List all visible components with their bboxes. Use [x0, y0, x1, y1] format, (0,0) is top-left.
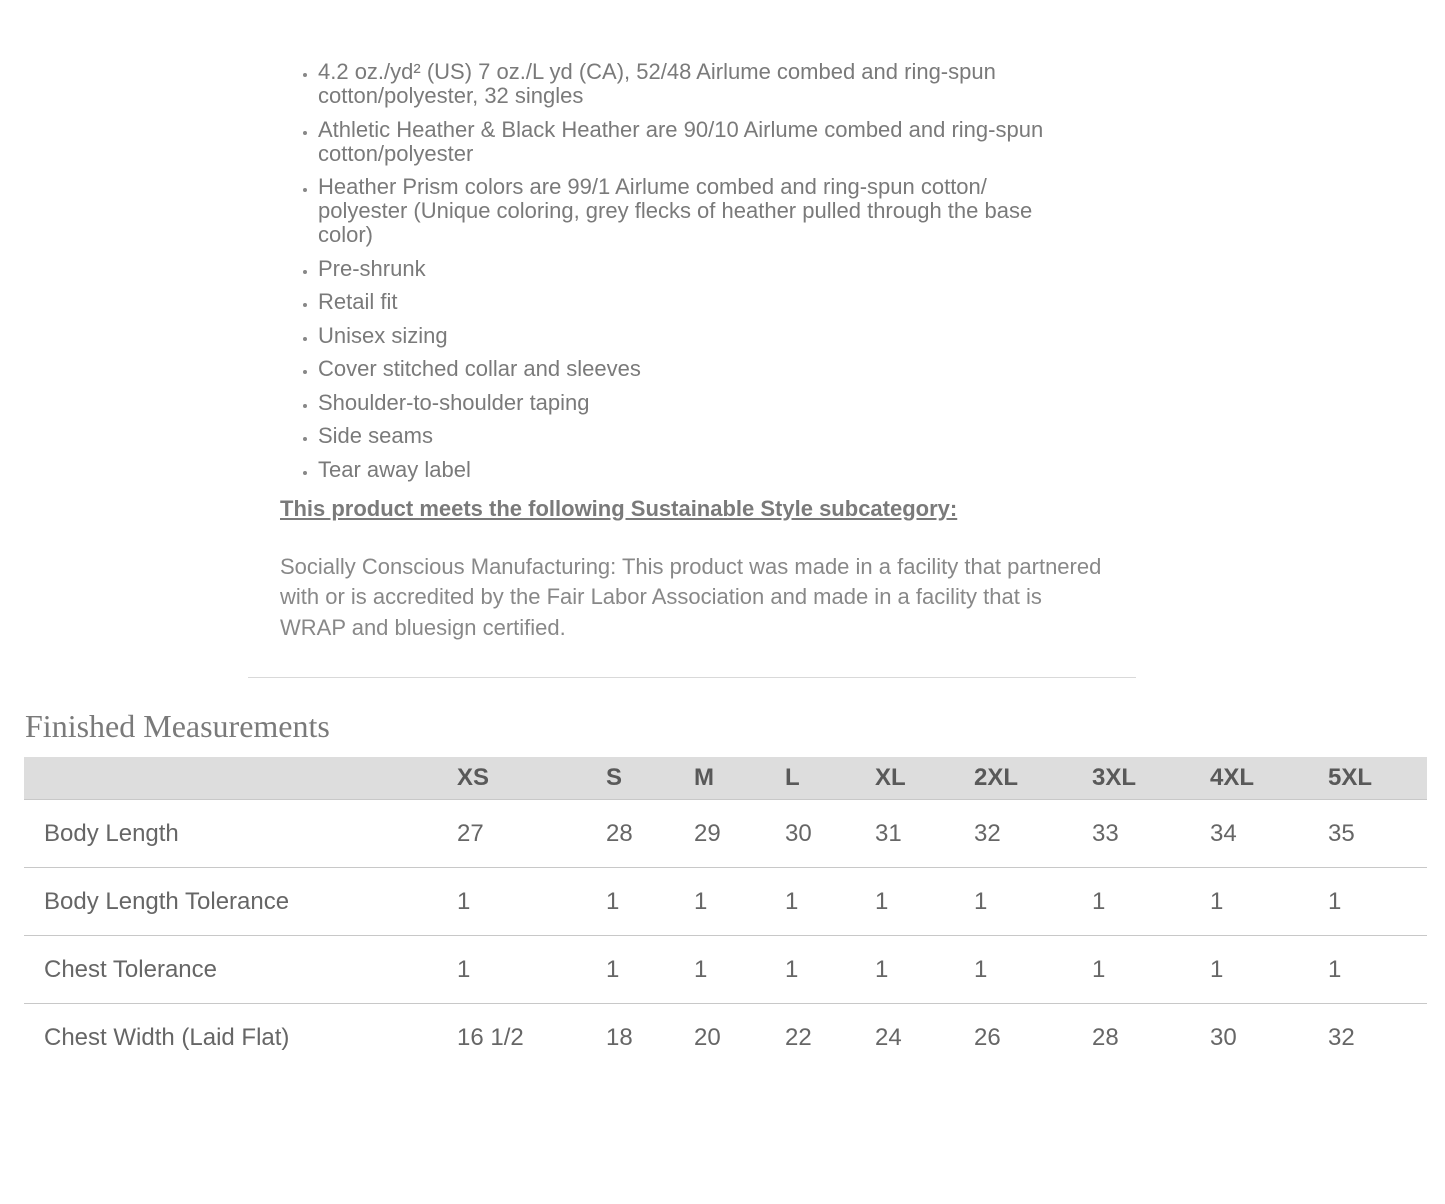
- header-empty-cell: [24, 757, 457, 800]
- table-header-row: [24, 757, 1427, 800]
- table-cell: 1: [606, 936, 694, 1004]
- size-header: S: [606, 757, 694, 800]
- feature-item: • Cover stitched collar and sleeves: [318, 357, 1136, 381]
- table-cell: 1: [694, 868, 785, 936]
- table-cell: 20: [694, 1023, 721, 1051]
- feature-item: • Tear away label: [318, 458, 1136, 482]
- table-cell: 1: [694, 936, 785, 1004]
- feature-item: • Athletic Heather & Black Heather are 90/10 Airlume combed and ring-spun cotton/polyester: [318, 118, 1136, 166]
- table-row: [24, 1004, 1427, 1072]
- table-cell: 1: [875, 936, 974, 1004]
- size-header: 3XL: [1092, 757, 1210, 800]
- row-label: Chest Width (Laid Flat): [44, 1023, 290, 1051]
- size-header: 2XL: [974, 757, 1092, 800]
- size-header: XS: [457, 757, 606, 800]
- table-cell: 16 1/2: [457, 1023, 524, 1051]
- feature-item: • Side seams: [318, 424, 1136, 448]
- measurements-table: [24, 757, 1427, 1071]
- table-cell: 1: [875, 868, 974, 936]
- table-row: [24, 800, 1427, 868]
- table-cell: 1: [785, 936, 875, 1004]
- row-label: Body Length Tolerance: [24, 868, 457, 936]
- table-row: [24, 936, 1427, 1004]
- table-cell: 1: [974, 868, 1092, 936]
- section-divider: [248, 677, 1136, 678]
- table-cell: 32: [974, 800, 1092, 868]
- table-cell: 31: [875, 800, 974, 868]
- sustainable-style-heading: This product meets the following Sustainable Style subcategory:: [280, 495, 958, 521]
- table-cell: 1: [1092, 936, 1210, 1004]
- table-cell: 1: [1092, 868, 1210, 936]
- product-details: [248, 60, 1136, 643]
- table-cell: 22: [785, 1023, 812, 1051]
- table-cell: 30: [1210, 1023, 1237, 1051]
- size-header: L: [785, 757, 875, 800]
- table-cell: 27: [457, 800, 606, 868]
- table-cell: 35: [1328, 800, 1427, 868]
- table-cell: 1: [1210, 936, 1328, 1004]
- table-cell: 28: [606, 800, 694, 868]
- table-cell: 1: [606, 868, 694, 936]
- table-cell: 29: [694, 800, 785, 868]
- table-row: [24, 868, 1427, 936]
- feature-item: • Pre-shrunk: [318, 257, 1136, 281]
- row-label: Body Length: [24, 800, 457, 868]
- table-cell: 1: [974, 936, 1092, 1004]
- table-cell: 30: [785, 800, 875, 868]
- table-cell: 18: [606, 1023, 633, 1051]
- size-header: 5XL: [1328, 757, 1427, 800]
- sustainable-style-description: Socially Conscious Manufacturing: This product was made in a facility that partnered with or is accredited by the Fair Labor Association and made in a facility that is WRAP and bluesign certified.: [280, 553, 1102, 640]
- feature-item: • Retail fit: [318, 290, 1136, 314]
- feature-item: • Heather Prism colors are 99/1 Airlume combed and ring-spun cotton/ polyester (Unique coloring, grey flecks of heather pulled through the base color): [318, 175, 1136, 247]
- table-cell: 34: [1210, 800, 1328, 868]
- table-cell: 1: [457, 936, 606, 1004]
- table-cell: 1: [457, 868, 606, 936]
- table-cell: 1: [1210, 868, 1328, 936]
- table-cell: 32: [1328, 1023, 1355, 1051]
- table-cell: 24: [875, 1023, 902, 1051]
- measurements-title: Finished Measurements: [25, 708, 330, 744]
- table-cell: 1: [1328, 868, 1427, 936]
- feature-item: • Unisex sizing: [318, 324, 1136, 348]
- size-header: XL: [875, 757, 974, 800]
- size-header: M: [694, 757, 785, 800]
- table-cell: 26: [974, 1023, 1001, 1051]
- table-cell: 1: [785, 868, 875, 936]
- table-cell: 33: [1092, 800, 1210, 868]
- feature-item: • Shoulder-to-shoulder taping: [318, 391, 1136, 415]
- size-header: 4XL: [1210, 757, 1328, 800]
- table-cell: 28: [1092, 1023, 1119, 1051]
- feature-list: [248, 60, 1136, 482]
- row-label: Chest Tolerance: [24, 936, 457, 1004]
- table-cell: 1: [1328, 936, 1427, 1004]
- feature-item: • 4.2 oz./yd² (US) 7 oz./L yd (CA), 52/48 Airlume combed and ring-spun cotton/polyester, 32 singles: [318, 60, 1136, 108]
